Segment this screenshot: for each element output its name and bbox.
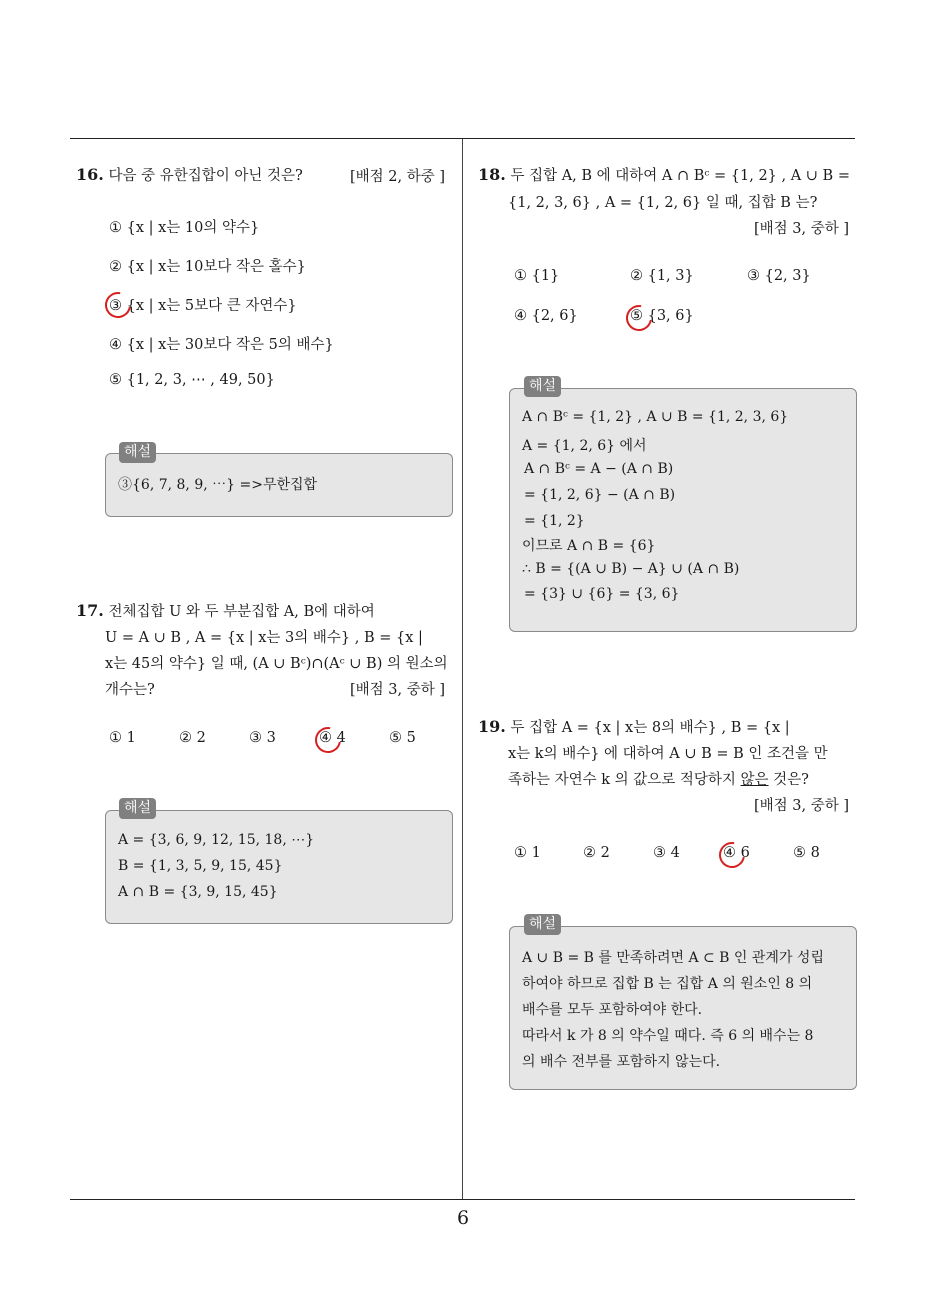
q18-solution-line-6: 이므로 A ∩ B = {6} <box>522 538 656 554</box>
q17-stem-line-1 <box>76 600 375 621</box>
q19-option-3[interactable]: ③ 4 <box>653 845 680 861</box>
q19-option-2[interactable]: ② 2 <box>583 845 610 861</box>
q17-points: [배점 3, 중하 ] <box>350 682 446 698</box>
q17-solution-line-2: B = {1, 3, 5, 9, 15, 45} <box>118 858 283 874</box>
q19-solution-tag: 해설 <box>524 914 561 935</box>
q18-line-2: {1, 2, 3, 6} , A = {1, 2, 6} 일 때, 집합 B 는? <box>508 195 818 211</box>
q16-option-5[interactable]: ⑤ {1, 2, 3, ⋯ , 49, 50} <box>109 372 275 388</box>
q17-solution-line-3: A ∩ B = {3, 9, 15, 45} <box>118 884 278 900</box>
q17-option-2[interactable]: ② 2 <box>179 730 206 746</box>
q18-option-1[interactable]: ① {1} <box>514 268 560 284</box>
answer-circle-mark <box>714 837 750 873</box>
q16-solution-text: ③{6, 7, 8, 9, ⋯} =>무한집합 <box>118 477 318 493</box>
q18-solution-line-5: = {1, 2} <box>524 513 585 529</box>
q19-line-2: x는 k의 배수} 에 대하여 A ∪ B = B 인 조건을 만 <box>508 746 828 762</box>
q17-number: 17. <box>76 601 104 620</box>
q19-solution-line-4: 따라서 k 가 8 의 약수일 때다. 즉 6 의 배수는 8 <box>522 1028 814 1044</box>
q18-solution-line-7: ∴ B = {(A ∪ B) − A} ∪ (A ∩ B) <box>522 561 740 577</box>
bottom-rule <box>70 1199 855 1200</box>
q19-option-1[interactable]: ① 1 <box>514 845 541 861</box>
q17-line-2: U = A ∪ B , A = {x | x는 3의 배수} , B = {x | <box>105 630 423 646</box>
q18-stem-line-1 <box>478 164 850 185</box>
q16-option-2[interactable]: ② {x | x는 10보다 작은 홀수} <box>109 259 306 275</box>
q17-line-1: 전체집합 U 와 두 부분집합 A, B에 대하여 <box>108 604 375 620</box>
q16-stem <box>76 164 303 185</box>
q19-line-3-tail: 것은? <box>768 772 809 788</box>
q18-solution-line-1: A ∩ Bᶜ = {1, 2} , A ∪ B = {1, 2, 3, 6} <box>522 409 789 425</box>
column-divider <box>462 139 463 1199</box>
q16-number: 16. <box>76 165 104 184</box>
q16-points: [배점 2, 하중 ] <box>350 169 446 185</box>
q16-option-1[interactable]: ① {x | x는 10의 약수} <box>109 220 260 236</box>
answer-circle-mark <box>621 300 657 336</box>
q18-line-1: 두 집합 A, B 에 대하여 A ∩ Bᶜ = {1, 2} , A ∪ B = <box>510 168 850 184</box>
q18-solution-line-2: A = {1, 2, 6} 에서 <box>522 438 647 454</box>
q19-line-3-text: 족하는 자연수 k 의 값으로 적당하지 <box>508 772 741 788</box>
q19-points: [배점 3, 중하 ] <box>754 798 850 814</box>
q16-option-4[interactable]: ④ {x | x는 30보다 작은 5의 배수} <box>109 337 334 353</box>
q16-solution-box <box>105 453 453 517</box>
q19-solution-box <box>509 926 857 1090</box>
q17-solution-box <box>105 810 453 924</box>
q19-solution-line-5: 의 배수 전부를 포함하지 않는다. <box>522 1054 721 1070</box>
q18-option-5[interactable]: ⑤ {3, 6} <box>630 308 694 324</box>
q18-option-3[interactable]: ③ {2, 3} <box>747 268 811 284</box>
q18-number: 18. <box>478 165 506 184</box>
q19-option-5[interactable]: ⑤ 8 <box>793 845 820 861</box>
page-number: 6 <box>456 1207 470 1229</box>
q17-solution-tag: 해설 <box>119 798 156 819</box>
q18-solution-line-4: = {1, 2, 6} − (A ∩ B) <box>524 487 676 503</box>
q18-option-2[interactable]: ② {1, 3} <box>630 268 694 284</box>
q19-solution-line-2: 하여야 하므로 집합 B 는 집합 A 의 원소인 8 의 <box>522 976 813 992</box>
q17-option-5[interactable]: ⑤ 5 <box>389 730 416 746</box>
q16-option-3[interactable]: ③ {x | x는 5보다 큰 자연수} <box>109 298 297 314</box>
q19-option-4[interactable]: ④ 6 <box>723 845 750 861</box>
q19-underlined-word: 않은 <box>740 772 769 788</box>
q18-option-4[interactable]: ④ {2, 6} <box>514 308 578 324</box>
q19-stem-line-1 <box>478 716 790 737</box>
q17-option-3[interactable]: ③ 3 <box>249 730 276 746</box>
answer-circle-mark <box>310 722 346 758</box>
q17-solution-line-1: A = {3, 6, 9, 12, 15, 18, ⋯} <box>118 832 315 848</box>
answer-circle-mark <box>100 287 136 323</box>
q19-solution-line-3: 배수를 모두 포함하여야 한다. <box>522 1002 703 1018</box>
q19-line-3 <box>508 768 809 789</box>
q18-solution-tag: 해설 <box>524 376 561 397</box>
q16-solution-tag: 해설 <box>119 442 156 463</box>
q18-points: [배점 3, 중하 ] <box>754 221 850 237</box>
q19-number: 19. <box>478 717 506 736</box>
q19-line-1: 두 집합 A = {x | x는 8의 배수} , B = {x | <box>510 720 790 736</box>
q18-solution-line-3: A ∩ Bᶜ = A − (A ∩ B) <box>524 461 674 477</box>
q18-solution-box <box>509 388 857 632</box>
q17-line-4: 개수는? <box>105 682 155 698</box>
q17-option-1[interactable]: ① 1 <box>109 730 136 746</box>
q19-solution-line-1: A ∪ B = B 를 만족하려면 A ⊂ B 인 관계가 성립 <box>522 950 824 966</box>
q17-option-4[interactable]: ④ 4 <box>319 730 346 746</box>
q17-line-3: x는 45의 약수} 일 때, (A ∪ Bᶜ)∩(Aᶜ ∪ B) 의 원소의 <box>105 656 448 672</box>
q18-solution-line-8: = {3} ∪ {6} = {3, 6} <box>524 586 680 602</box>
q16-text: 다음 중 유한집합이 아닌 것은? <box>108 168 303 184</box>
